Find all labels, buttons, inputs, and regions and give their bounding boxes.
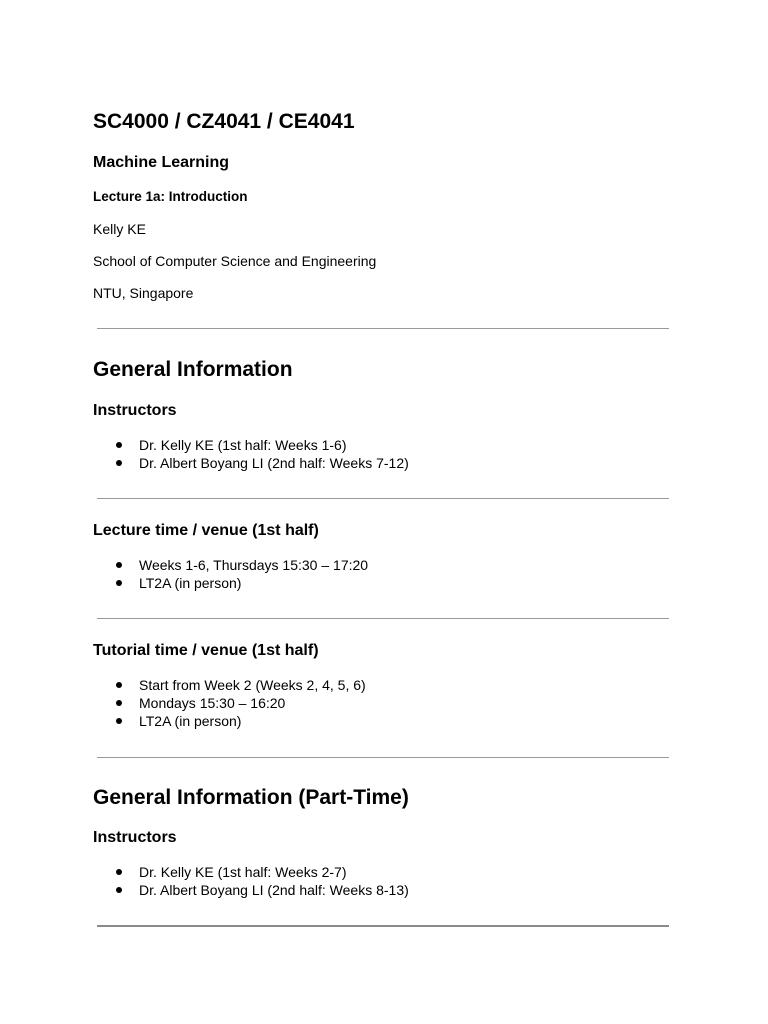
list-item: [93, 454, 409, 472]
list-item: [93, 574, 368, 592]
bullet-icon: [116, 580, 122, 586]
section-heading-general-information: General Information: [93, 358, 293, 381]
divider: [97, 498, 669, 499]
bullet-icon: [116, 460, 122, 466]
bullet-icon: [116, 562, 122, 568]
list-item-text: Dr. Kelly KE (1st half: Weeks 2-7): [139, 864, 347, 880]
bullet-icon: [116, 869, 122, 875]
instructors-list: [93, 436, 409, 472]
list-item-text: Dr. Kelly KE (1st half: Weeks 1-6): [139, 437, 347, 453]
list-item: [93, 694, 366, 712]
subheading-instructors: Instructors: [93, 402, 177, 419]
list-item: [93, 436, 409, 454]
list-item: [93, 712, 366, 730]
bullet-icon: [116, 718, 122, 724]
list-item-text: LT2A (in person): [139, 575, 242, 591]
list-item-text: Start from Week 2 (Weeks 2, 4, 5, 6): [139, 677, 366, 693]
divider: [97, 925, 669, 927]
lecturer-name: Kelly KE: [93, 221, 146, 237]
subheading-instructors-part-time: Instructors: [93, 829, 177, 846]
list-item-text: Weeks 1-6, Thursdays 15:30 – 17:20: [139, 557, 369, 573]
part-time-instructors-list: [93, 863, 409, 899]
institution-name: NTU, Singapore: [93, 285, 194, 301]
list-item: [93, 676, 366, 694]
bullet-icon: [116, 887, 122, 893]
divider: [97, 328, 669, 329]
lecture-title: Lecture 1a: Introduction: [93, 189, 248, 204]
subheading-tutorial-time-venue: Tutorial time / venue (1st half): [93, 642, 319, 659]
divider: [97, 618, 669, 619]
list-item-text: LT2A (in person): [139, 713, 242, 729]
list-item: [93, 556, 368, 574]
course-code-title: SC4000 / CZ4041 / CE4041: [93, 110, 355, 133]
course-name: Machine Learning: [93, 154, 230, 171]
section-heading-general-information-part-time: General Information (Part-Time): [93, 786, 409, 809]
list-item-text: Dr. Albert Boyang LI (2nd half: Weeks 8-13): [139, 882, 409, 898]
bullet-icon: [116, 442, 122, 448]
list-item-text: Mondays 15:30 – 16:20: [139, 695, 286, 711]
divider: [97, 757, 669, 758]
school-name: School of Computer Science and Engineering: [93, 253, 377, 269]
list-item: [93, 881, 409, 899]
bullet-icon: [116, 700, 122, 706]
tutorial-list: [93, 676, 366, 730]
list-item: [93, 863, 409, 881]
subheading-lecture-time-venue: Lecture time / venue (1st half): [93, 522, 319, 539]
list-item-text: Dr. Albert Boyang LI (2nd half: Weeks 7-12): [139, 455, 409, 471]
lecture-list: [93, 556, 368, 592]
bullet-icon: [116, 682, 122, 688]
